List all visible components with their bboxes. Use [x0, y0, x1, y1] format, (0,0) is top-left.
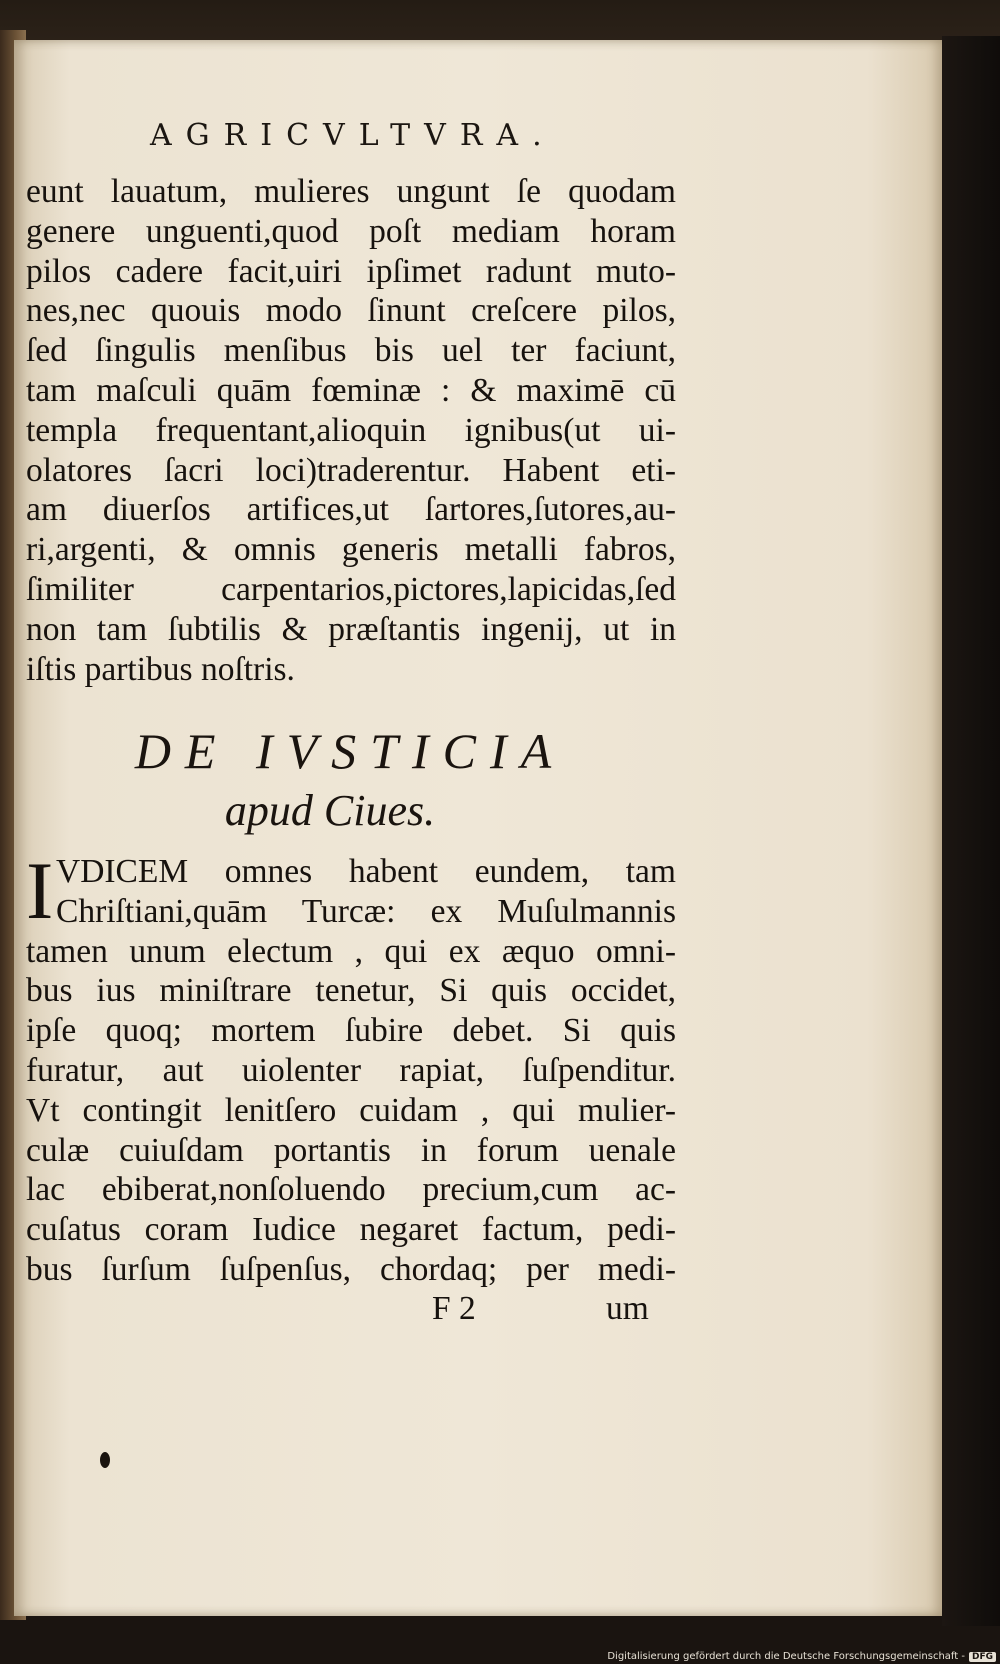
scan-background-top [0, 0, 1000, 40]
paragraph-2 [26, 845, 676, 1290]
text-line: non tam ſubtilis & præſtantis ingenij, ut in [26, 610, 676, 648]
running-head: AGRICVLTVRA. [150, 118, 556, 153]
text-line: tamen unum electum , qui ex æquo omni- [26, 932, 676, 970]
drop-cap: I [26, 845, 54, 936]
text-line: olatores ſacri loci)traderentur. Habent eti- [26, 451, 676, 489]
scan-background-right [942, 36, 1000, 1626]
text-line: genere unguenti,quod poſt mediam horam [26, 212, 676, 250]
text-line: Chriſtiani,quām Turcæ: ex Muſulmannis [56, 892, 676, 930]
text-line: cuſatus coram Iudice negaret factum, pedi- [26, 1211, 676, 1249]
text-line: VDICEM omnes habent eundem, tam [56, 853, 676, 890]
catchword: um [606, 1290, 649, 1327]
text-line: eunt lauatum, mulieres ungunt ſe quodam [26, 173, 676, 210]
text-line: am diuerſos artifices,ut ſartores,ſutores,au- [26, 491, 676, 529]
text-line: lac ebiberat,nonſoluendo precium,cum ac- [26, 1171, 676, 1209]
section-subheading: apud Ciues. [224, 786, 436, 835]
text-line: bus ius miniſtrare tenetur, Si quis occidet, [26, 972, 676, 1010]
text-line: Vt contingit lenitſero cuidam , qui mulier- [26, 1091, 676, 1129]
text-line: ipſe quoq; mortem ſubire debet. Si quis [26, 1012, 676, 1050]
text-line: bus ſurſum ſuſpenſus, chordaq; per medi- [26, 1250, 676, 1288]
text-line: ſimiliter carpentarios,pictores,lapicidas,ſed [26, 570, 676, 608]
text-line: iſtis partibus noſtris. [26, 650, 295, 688]
ink-spot [100, 1452, 110, 1468]
text-line: ſed ſingulis menſibus bis uel ter faciunt, [26, 332, 676, 370]
digitization-credit [607, 1651, 996, 1662]
paragraph-1 [26, 172, 676, 689]
section-heading: DE IVSTICIA [134, 723, 566, 779]
signature-mark: F 2 [432, 1290, 476, 1327]
text-line: culæ cuiuſdam portantis in forum uenale [26, 1131, 676, 1169]
dfg-logo-icon: DFG [969, 1652, 996, 1662]
text-line: nes,nec quouis modo ſinunt creſcere pilos, [26, 292, 676, 330]
credit-text: Digitalisierung gefördert durch die Deutsche Forschungsgemeinschaft - [607, 1651, 965, 1662]
text-line: ri,argenti, & omnis generis metalli fabros, [26, 531, 676, 569]
text-line: tam maſculi quām fœminæ : & maximē cū [26, 371, 676, 409]
text-line: templa frequentant,alioquin ignibus(ut ui- [26, 411, 676, 449]
text-line: pilos cadere facit,uiri ipſimet radunt muto- [26, 252, 676, 290]
text-line: furatur, aut uiolenter rapiat, ſuſpenditur. [26, 1051, 676, 1089]
